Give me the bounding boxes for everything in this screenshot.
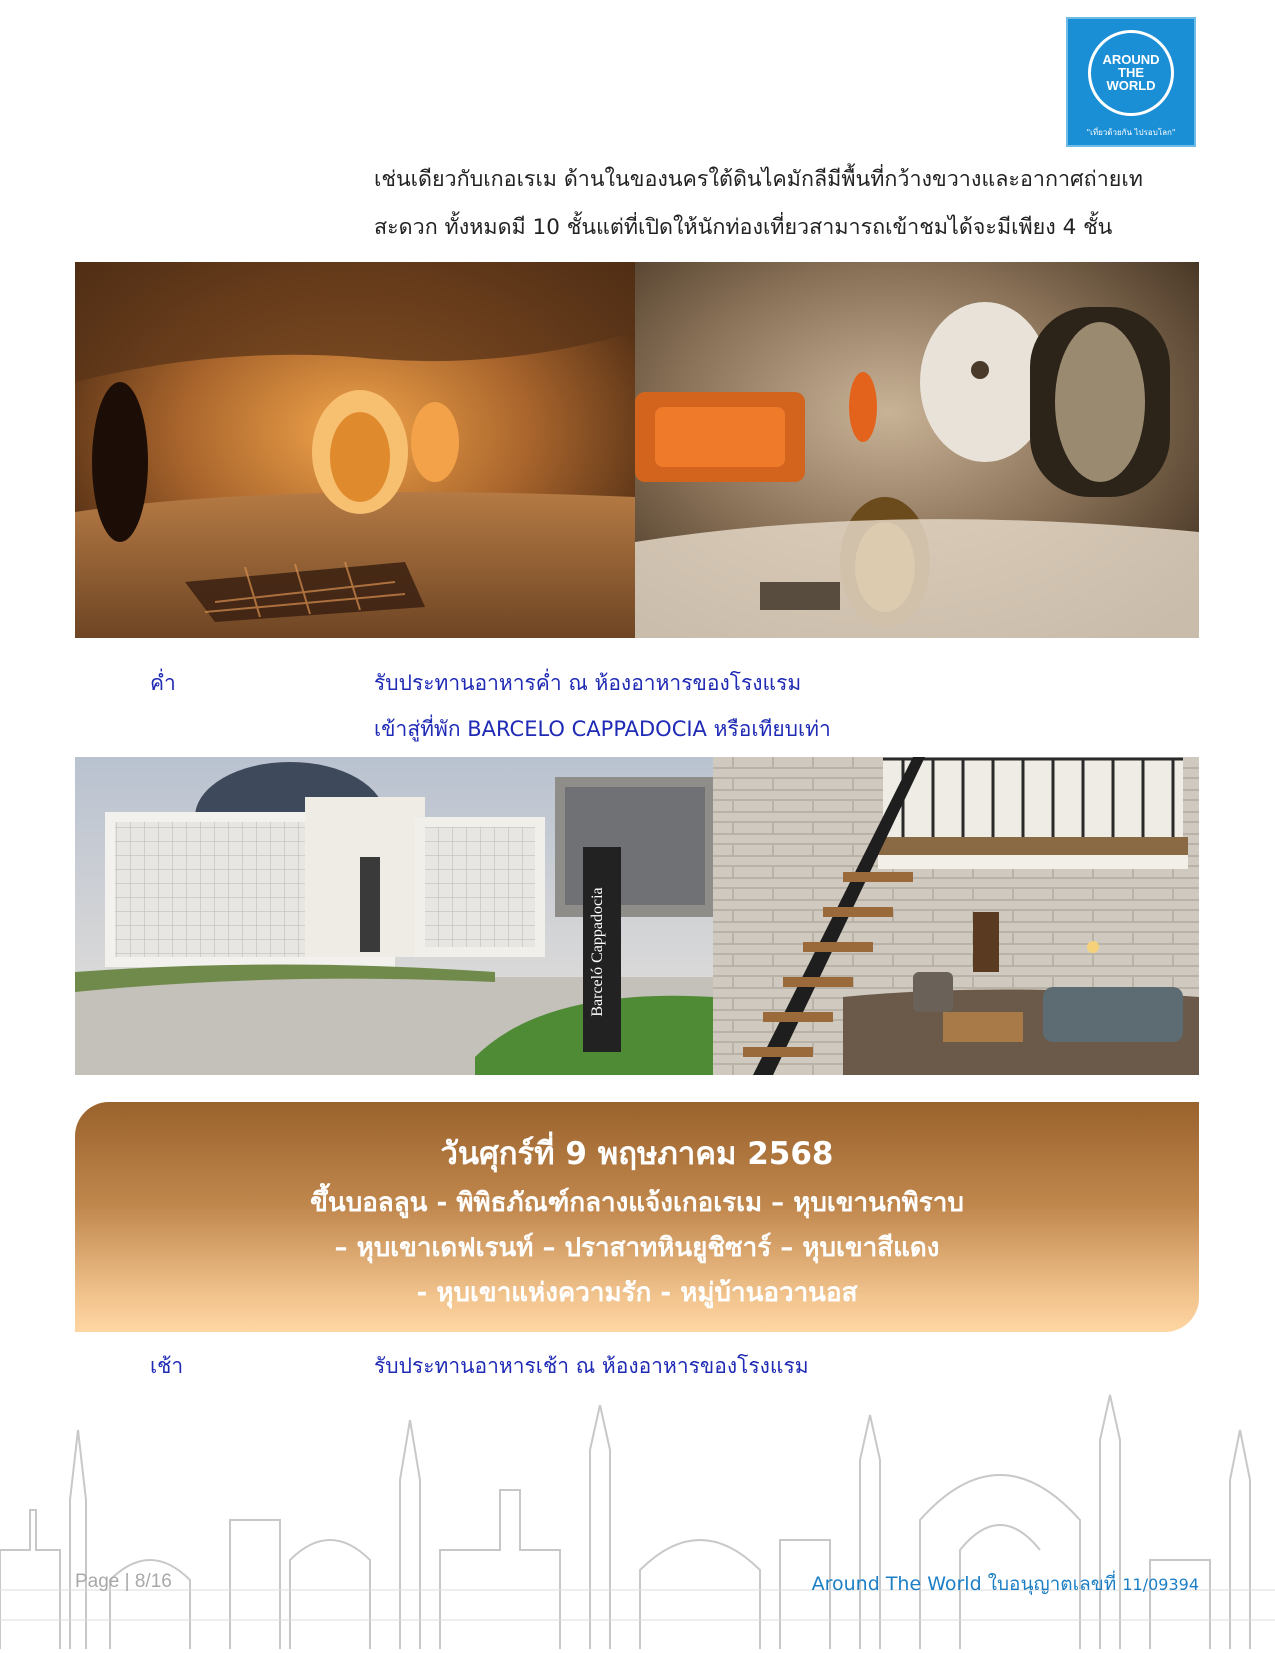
dinner-label: ค่ำ (150, 671, 176, 695)
hotel-room-photo (713, 757, 1199, 1075)
day-date: วันศุกร์ที่ 9 พฤษภาคม 2568 (440, 1136, 834, 1172)
intro-paragraph (374, 156, 1204, 252)
istanbul-skyline-illustration (0, 1390, 1275, 1649)
dinner-text: รับประทานอาหารค่ำ ณ ห้องอาหารของโรงแรม (374, 671, 802, 695)
underground-city-photo-left (75, 262, 635, 638)
logo-title: AROUND THE WORLD (1102, 52, 1160, 93)
underground-city-photo-right (635, 262, 1199, 638)
hotel-sign-text: Barceló Cappadocia (589, 887, 606, 1017)
intro-line-1: เช่นเดียวกับเกอเรเม ด้านในของนครใต้ดินไคมักลีมีพื้นที่กว้างขวางและอากาศถ่ายเท (374, 167, 1143, 192)
page-number: Page | 8/16 (75, 1571, 172, 1592)
day-banner (75, 1102, 1199, 1332)
hotel-exterior-photo (75, 757, 713, 1075)
breakfast-text: รับประทานอาหารเช้า ณ ห้องอาหารของโรงแรม (374, 1354, 809, 1378)
day-itinerary-line-3: - หุบเขาแห่งความรัก - หมู่บ้านอวานอส (416, 1278, 858, 1308)
globe-icon (1088, 30, 1174, 116)
company-logo (1066, 17, 1196, 147)
breakfast-label: เช้า (150, 1354, 184, 1378)
intro-line-2: สะดวก ทั้งหมดมี 10 ชั้นแต่ที่เปิดให้นักท่องเที่ยวสามารถเข้าชมได้จะมีเพียง 4 ชั้น (374, 215, 1113, 240)
day-itinerary-line-1: ขึ้นบอลลูน - พิพิธภัณฑ์กลางแจ้งเกอเรเม – หุบเขานกพิราบ (310, 1188, 964, 1218)
license-number: 11/09394 (1122, 1575, 1199, 1594)
day-itinerary-line-2: – หุบเขาเดฟเรนท์ – ปราสาทหินยูชิซาร์ – หุบเขาสีแดง (334, 1233, 940, 1263)
hotel-text: เข้าสู่ที่พัก BARCELO CAPPADOCIA หรือเทียบเท่า (374, 717, 831, 741)
license-label: ใบอนุญาตเลขที่ (987, 1573, 1117, 1595)
company-name: Around The World (811, 1573, 982, 1595)
logo-tagline: "เที่ยวด้วยกัน ไปรอบโลก" (1086, 127, 1176, 137)
footer-license (812, 1569, 1199, 1599)
